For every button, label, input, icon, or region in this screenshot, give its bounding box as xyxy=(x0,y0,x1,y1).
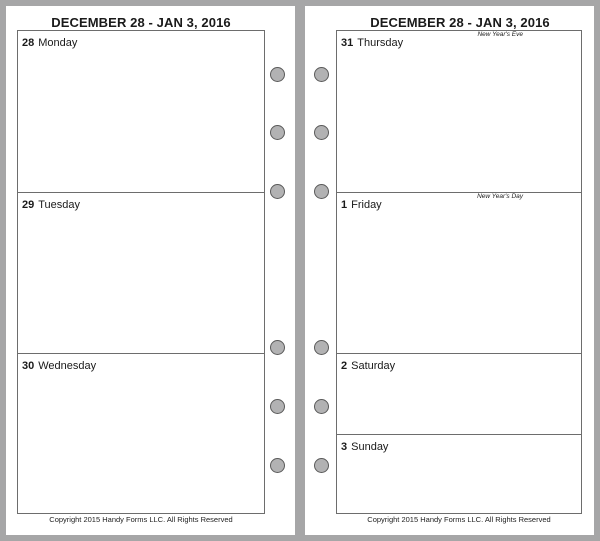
day-cell-wednesday[interactable] xyxy=(18,353,264,513)
holiday-label: New Year's Eve xyxy=(477,31,523,38)
day-label xyxy=(22,37,77,49)
day-number: 2 xyxy=(341,360,348,372)
day-number: 29 xyxy=(22,199,35,211)
left-planner-page xyxy=(6,6,295,535)
day-label xyxy=(341,360,395,372)
binder-hole-icon xyxy=(270,340,285,355)
right-copyright: Copyright 2015 Handy Forms LLC. All Rights Reserved xyxy=(367,515,551,524)
day-cell-thursday[interactable] xyxy=(337,31,581,192)
day-name: Wednesday xyxy=(38,360,97,372)
day-label xyxy=(22,199,80,211)
binder-hole-icon xyxy=(314,184,329,199)
binder-hole-icon xyxy=(270,184,285,199)
binder-hole-icon xyxy=(270,458,285,473)
binder-hole-icon xyxy=(270,67,285,82)
left-copyright: Copyright 2015 Handy Forms LLC. All Rights Reserved xyxy=(49,515,233,524)
day-cell-saturday[interactable] xyxy=(337,353,581,434)
day-label xyxy=(22,360,96,372)
day-number: 3 xyxy=(341,441,348,453)
day-cell-sunday[interactable] xyxy=(337,434,581,513)
day-name: Tuesday xyxy=(38,199,81,211)
binder-hole-icon xyxy=(270,125,285,140)
day-number: 30 xyxy=(22,360,35,372)
day-cell-monday[interactable] xyxy=(18,31,264,192)
binder-hole-icon xyxy=(314,125,329,140)
left-page-header: DECEMBER 28 - JAN 3, 2016 xyxy=(51,15,231,30)
day-cell-friday[interactable] xyxy=(337,192,581,353)
day-number: 28 xyxy=(22,37,35,49)
right-day-grid xyxy=(336,30,582,514)
day-number: 31 xyxy=(341,37,354,49)
day-cell-tuesday[interactable] xyxy=(18,192,264,353)
right-planner-page xyxy=(305,6,594,535)
day-name: Saturday xyxy=(351,360,396,372)
day-name: Thursday xyxy=(357,37,404,49)
day-label xyxy=(341,441,388,453)
day-label xyxy=(341,37,403,49)
right-page-header: DECEMBER 28 - JAN 3, 2016 xyxy=(370,15,550,30)
day-label xyxy=(341,199,382,211)
binder-hole-icon xyxy=(314,67,329,82)
binder-hole-icon xyxy=(314,458,329,473)
day-name: Monday xyxy=(38,37,78,49)
binder-hole-icon xyxy=(314,399,329,414)
holiday-label: New Year's Day xyxy=(477,193,523,200)
day-name: Sunday xyxy=(351,441,389,453)
day-name: Friday xyxy=(351,199,382,211)
binder-hole-icon xyxy=(270,399,285,414)
binder-hole-icon xyxy=(314,340,329,355)
day-number: 1 xyxy=(341,199,348,211)
left-day-grid xyxy=(17,30,265,514)
